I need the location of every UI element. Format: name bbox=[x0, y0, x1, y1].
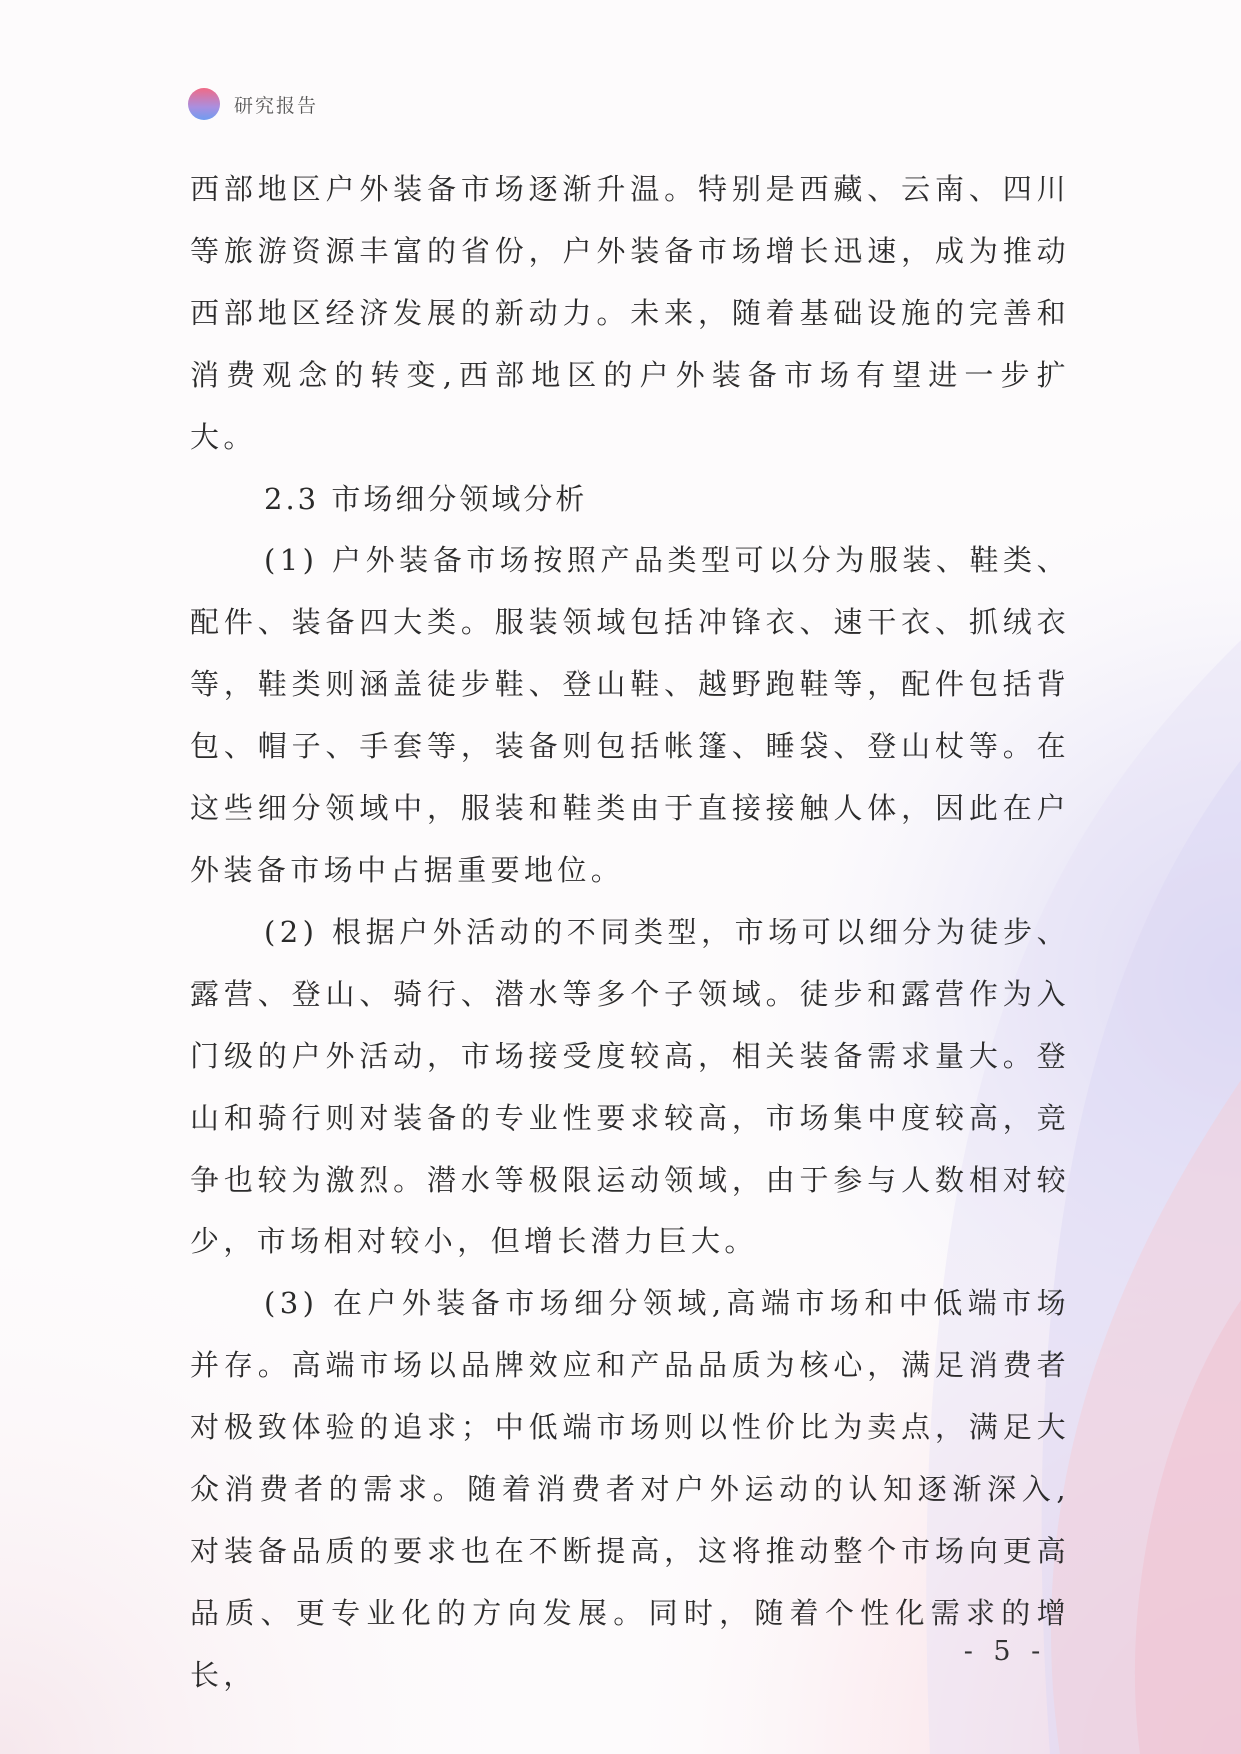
document-body bbox=[190, 159, 1070, 1707]
page-number: - 5 - bbox=[963, 1636, 1047, 1667]
paragraph-activity-types: (2) 根据户外活动的不同类型，市场可以细分为徒步、露营、登山、骑行、潜水等多个子领域。徒步和露营作为入门级的户外活动，市场接受度较高，相关装备需求量大。登山和骑行则对装备的专业性要求较高，市场集中度较高，竞争也较为激烈。潜水等极限运动领域，由于参与人数相对较少，市场相对较小，但增长潜力巨大。 bbox=[190, 914, 1070, 1259]
paragraph-market-tiers: (3) 在户外装备市场细分领域,高端市场和中低端市场并存。高端市场以品牌效应和产品品质为核心，满足消费者对极致体验的追求；中低端市场则以性价比为卖点，满足大众消费者的需求。随着消费者对户外运动的认知逐渐深入,对装备品质的要求也在不断提高，这将推动整个市场向更高品质、更专业化的方向发展。同时，随着个性化需求的增长， bbox=[190, 1286, 1070, 1692]
header-title: 研究报告 bbox=[234, 94, 319, 117]
logo-circle-icon bbox=[188, 88, 220, 120]
paragraph-western-region: 西部地区户外装备市场逐渐升温。特别是西藏、云南、四川等旅游资源丰富的省份，户外装备市场增长迅速，成为推动西部地区经济发展的新动力。未来，随着基础设施的完善和消费观念的转变,西部地区的户外装备市场有望进一步扩大。 bbox=[190, 172, 1070, 454]
section-heading-2-3: 2.3 市场细分领域分析 bbox=[264, 481, 588, 516]
report-header bbox=[188, 88, 318, 120]
paragraph-product-types: (1) 户外装备市场按照产品类型可以分为服装、鞋类、配件、装备四大类。服装领域包括冲锋衣、速干衣、抓绒衣等，鞋类则涵盖徒步鞋、登山鞋、越野跑鞋等，配件包括背包、帽子、手套等，装备则包括帐篷、睡袋、登山杖等。在这些细分领域中，服装和鞋类由于直接接触人体，因此在户外装备市场中占据重要地位。 bbox=[190, 543, 1070, 887]
